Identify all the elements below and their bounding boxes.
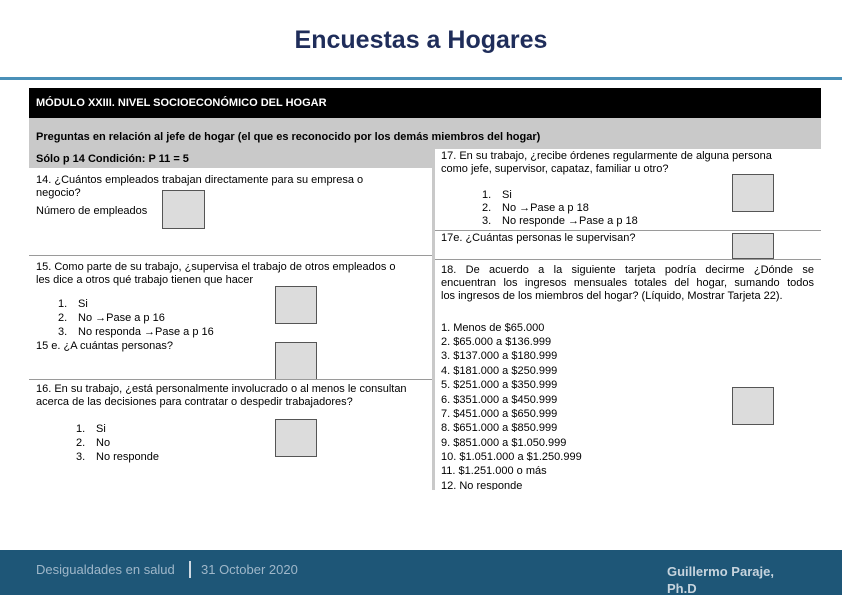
q18-option: 6. $351.000 a $450.999	[441, 394, 558, 406]
q16-text-2: acerca de las decisiones para contratar o despedir trabajadores?	[36, 396, 353, 408]
q17-option-2	[482, 202, 589, 215]
section-subheader: Preguntas en relación al jefe de hogar (el que es reconocido por los demás miembros del hogar)	[29, 118, 821, 149]
q16-text-1: 16. En su trabajo, ¿está personalmente involucrado o al menos le consultan	[36, 383, 407, 395]
q17e-text: 17e. ¿Cuántas personas le supervisan?	[441, 232, 636, 244]
q18-option: 8. $651.000 a $850.999	[441, 422, 558, 434]
q18-option: 9. $851.000 a $1.050.999	[441, 437, 567, 449]
q15-text-1: 15. Como parte de su trabajo, ¿supervisa el trabajo de otros empleados o	[36, 261, 396, 273]
q18-text-1: 18. De acuerdo a la siguiente tarjeta podría decirme ¿Dónde se	[441, 264, 814, 276]
q16-option-1	[76, 423, 106, 436]
q18-option: 4. $181.000 a $250.999	[441, 365, 558, 377]
left-column	[29, 149, 432, 490]
q15-option-2	[58, 312, 165, 325]
q17-text-1: 17. En su trabajo, ¿recibe órdenes regularmente de alguna persona	[441, 150, 772, 162]
option-label: No →Pase a p 16	[78, 312, 165, 324]
q18-option: 11. $1.251.000 o más	[441, 465, 547, 477]
title-divider	[0, 77, 842, 80]
q18-text-2: encuentran los ingresos mensuales totales del hogar, sumando todos	[441, 277, 814, 289]
footer-date: 31 October 2020	[201, 562, 298, 577]
q18-option: 7. $451.000 a $650.999	[441, 408, 558, 420]
q18-text-3: los ingresos de los miembros del hogar? (Líquido, Mostrar Tarjeta 22).	[441, 290, 783, 302]
q15-followup: 15 e. ¿A cuántas personas?	[36, 340, 173, 352]
q15e-answer-box[interactable]	[275, 342, 317, 380]
option-label: No responde →Pase a p 18	[502, 215, 638, 227]
option-number: 1.	[482, 189, 492, 201]
option-label: No	[96, 437, 111, 449]
divider	[435, 230, 821, 231]
option-label: No →Pase a p 18	[502, 202, 589, 214]
q15-answer-box[interactable]	[275, 286, 317, 324]
divider	[29, 255, 432, 256]
page-title: Encuestas a Hogares	[294, 26, 548, 54]
q18-option: 5. $251.000 a $350.999	[441, 379, 558, 391]
q18-option: 10. $1.051.000 a $1.250.999	[441, 451, 582, 463]
q18-option: 12. No responde	[441, 480, 523, 490]
q17-answer-box[interactable]	[732, 174, 774, 212]
q18-option: 3. $137.000 a $180.999	[441, 350, 558, 362]
q16-option-3	[76, 451, 159, 464]
q16-answer-box[interactable]	[275, 419, 317, 457]
q17e-answer-box[interactable]	[732, 233, 774, 259]
option-number: 1.	[76, 423, 86, 435]
option-number: 3.	[482, 215, 492, 227]
footer-course: Desigualdades en salud	[36, 562, 175, 577]
right-column	[435, 149, 821, 490]
option-number: 2.	[58, 312, 68, 324]
option-label: Si	[96, 423, 106, 435]
q14-text-1: 14. ¿Cuántos empleados trabajan directamente para su empresa o	[36, 174, 364, 186]
q14-label: Número de empleados	[36, 205, 148, 217]
q17-option-3	[482, 215, 638, 228]
option-number: 2.	[76, 437, 86, 449]
option-number: 3.	[58, 326, 68, 338]
footer-author: Guillermo Paraje, Ph.D	[667, 564, 774, 596]
divider	[29, 379, 432, 380]
divider	[435, 259, 821, 260]
q15-option-3	[58, 326, 214, 339]
module-header: MÓDULO XXIII. NIVEL SOCIOECONÓMICO DEL HOGAR	[29, 88, 821, 118]
q17-text-2: como jefe, supervisor, capataz, familiar u otro?	[441, 163, 669, 175]
q15-text-2: les dice a otros qué trabajo tienen que hacer	[36, 274, 254, 286]
option-label: Si	[502, 189, 512, 201]
condition-label: Sólo p 14 Condición: P 11 = 5	[36, 153, 189, 165]
q16-option-2	[76, 437, 110, 450]
questionnaire-form	[29, 88, 821, 490]
option-label: No responda →Pase a p 16	[78, 326, 214, 338]
option-label: No responde	[96, 451, 159, 463]
option-number: 3.	[76, 451, 86, 463]
q18-option: 1. Menos de $65.000	[441, 322, 545, 334]
option-label: Si	[78, 298, 88, 310]
q14-text-2: negocio?	[36, 187, 81, 199]
q14-answer-box[interactable]	[162, 190, 205, 229]
option-number: 1.	[58, 298, 68, 310]
q15-option-1	[58, 298, 88, 311]
q18-answer-box[interactable]	[732, 387, 774, 425]
q18-option: 2. $65.000 a $136.999	[441, 336, 552, 348]
footer-separator	[189, 561, 191, 578]
option-number: 2.	[482, 202, 492, 214]
q17-option-1	[482, 189, 512, 202]
